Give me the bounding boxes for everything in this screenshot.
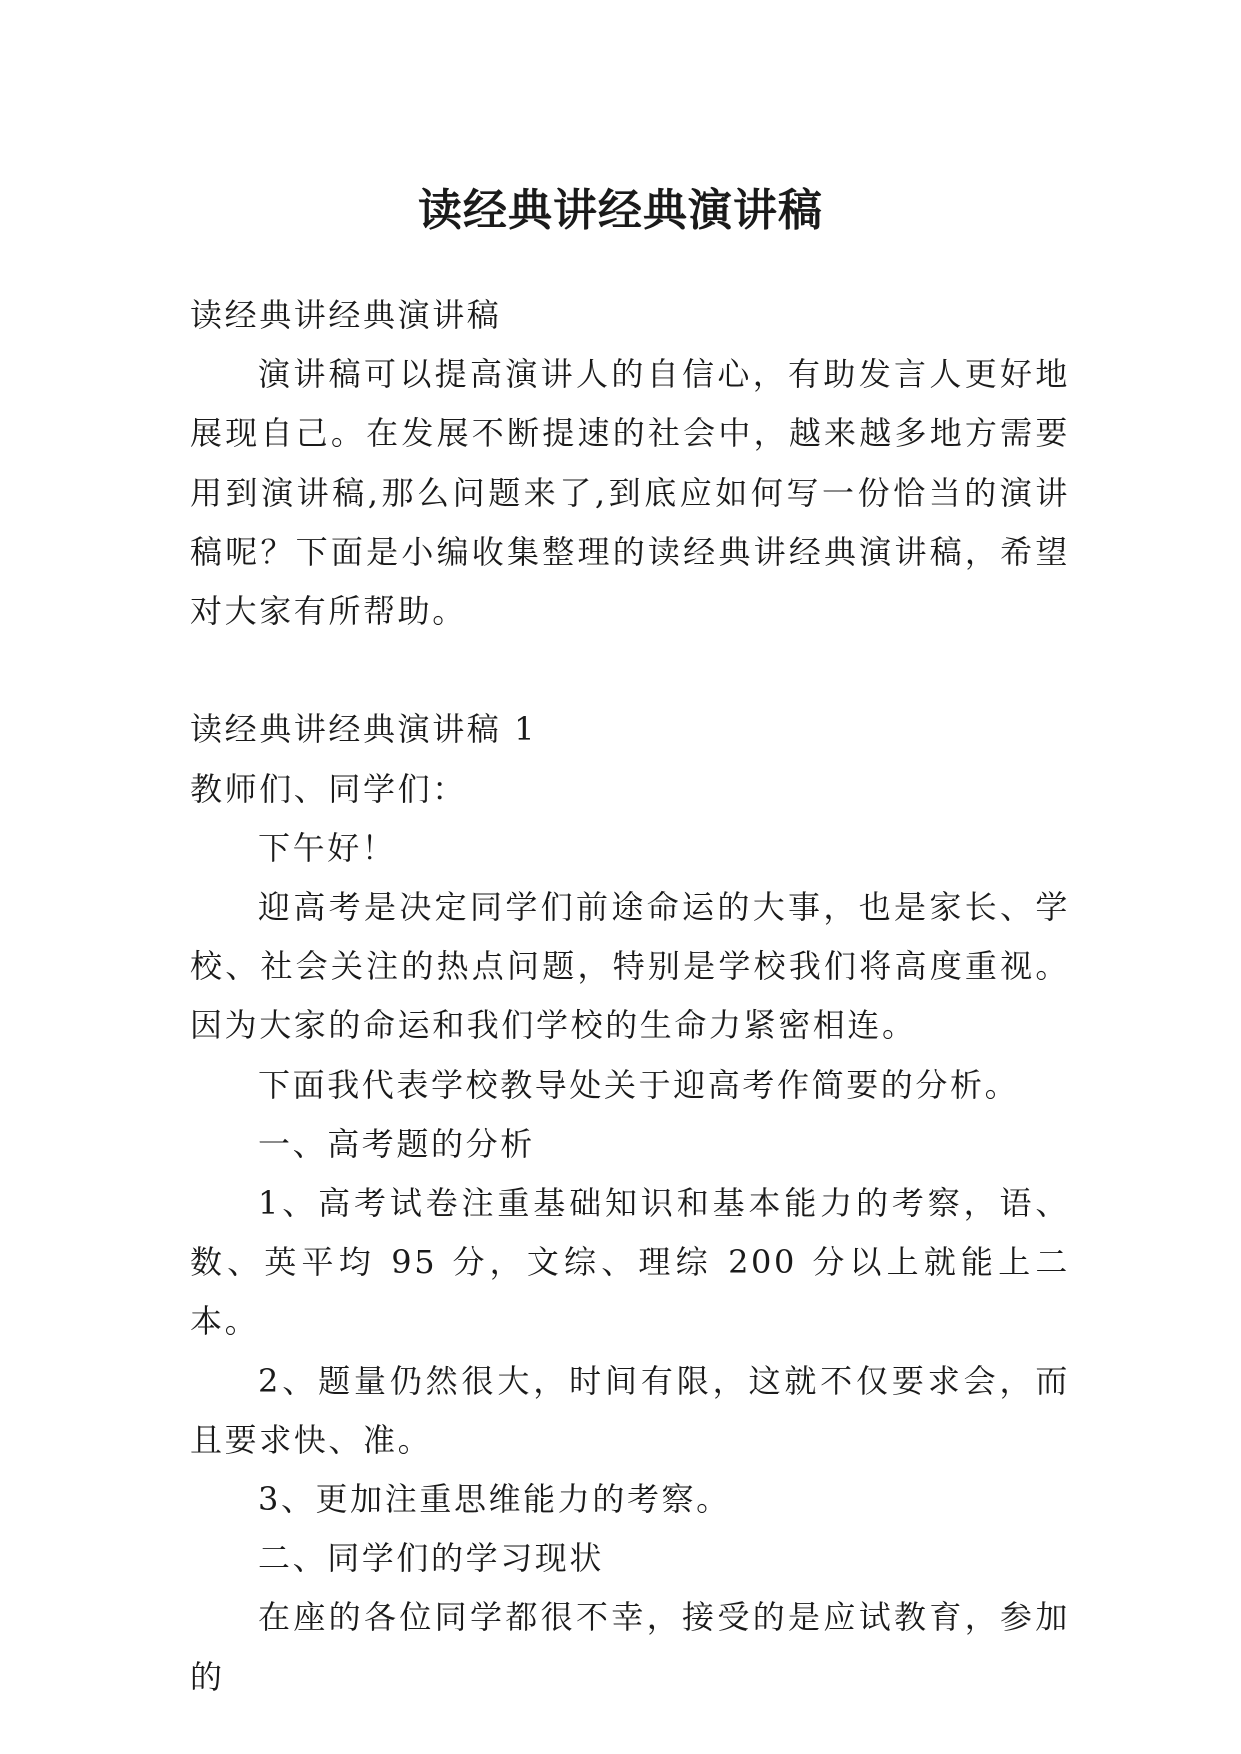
paragraph: 下午好！ xyxy=(258,828,397,867)
document-body xyxy=(190,286,1070,1707)
paragraph: 读经典讲经典演讲稿 xyxy=(190,296,502,334)
paragraph: 2、题量仍然很大，时间有限，这就不仅要求会，而且要求快、准。 xyxy=(190,1361,1070,1459)
paragraph: 下面我代表学校教导处关于迎高考作简要的分析。 xyxy=(258,1065,1020,1104)
paragraph: 教师们、同学们： xyxy=(190,769,467,808)
paragraph: 在座的各位同学都很不幸，接受的是应试教育，参加的 xyxy=(190,1598,1070,1696)
paragraph: 二、同学们的学习现状 xyxy=(258,1539,605,1578)
paragraph: 3、更加注重思维能力的考察。 xyxy=(258,1480,731,1519)
paragraph: 1、高考试卷注重基础知识和基本能力的考察，语、数、英平均 95 分，文综、理综 200 分以上就能上二本。 xyxy=(190,1184,1070,1341)
paragraph: 演讲稿可以提高演讲人的自信心，有助发言人更好地展现自己。在发展不断提速的社会中，越来越多地方需要用到演讲稿,那么问题来了,到底应如何写一份恰当的演讲稿呢？下面是小编收集整理的读经典讲经典演讲稿，希望对大家有所帮助。 xyxy=(190,355,1070,631)
paragraph: 一、高考题的分析 xyxy=(258,1124,535,1163)
paragraph: 读经典讲经典演讲稿 1 xyxy=(190,710,538,749)
document-title: 读经典讲经典演讲稿 xyxy=(418,185,823,237)
paragraph-gap xyxy=(190,641,1070,700)
paragraph: 迎高考是决定同学们前途命运的大事，也是家长、学校、社会关注的热点问题，特别是学校我们将高度重视。因为大家的命运和我们学校的生命力紧密相连。 xyxy=(190,888,1070,1045)
